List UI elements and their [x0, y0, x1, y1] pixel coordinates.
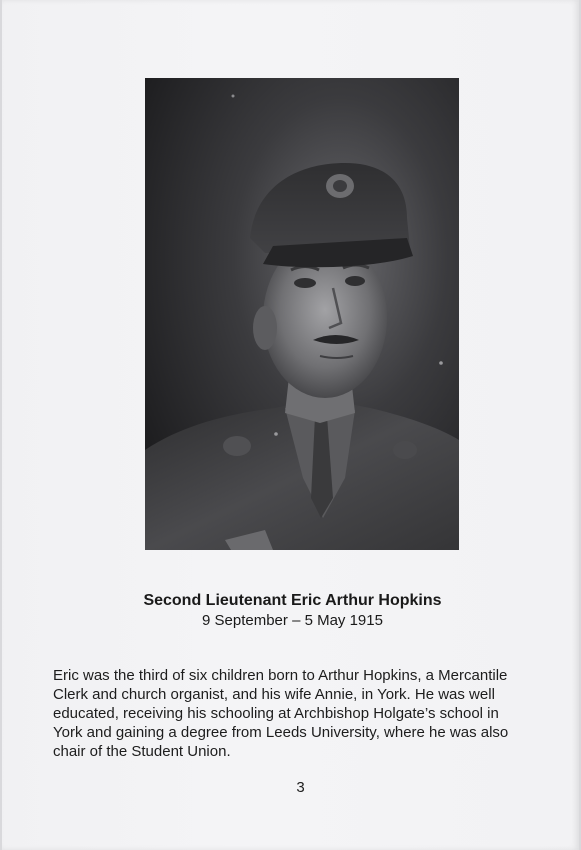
- page-number: 3: [296, 779, 305, 796]
- biography-paragraph: [53, 666, 543, 761]
- portrait-photo: [145, 78, 459, 550]
- bio-line: Eric was the third of six children born to Arthur Hopkins, a Mercantile: [53, 667, 508, 684]
- bio-line: chair of the Student Union.: [53, 743, 231, 760]
- bio-line: educated, receiving his schooling at Archbishop Holgate’s school in: [53, 705, 499, 722]
- portrait-photo-icon: [145, 78, 459, 550]
- bio-line: Clerk and church organist, and his wife Annie, in York. He was well: [53, 686, 495, 703]
- document-page: [2, 0, 579, 850]
- bio-line: York and gaining a degree from Leeds University, where he was also: [53, 724, 509, 741]
- caption-name: Second Lieutenant Eric Arthur Hopkins: [143, 592, 442, 609]
- caption-dates: 9 September – 5 May 1915: [202, 612, 383, 629]
